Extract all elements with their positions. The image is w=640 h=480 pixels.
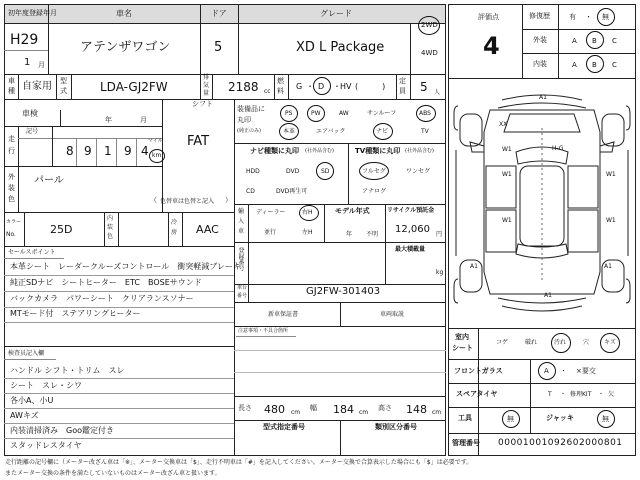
spare-sep-2: ・	[598, 391, 605, 398]
inspection-month: 月	[140, 116, 147, 124]
remarks-line: AWキズ	[10, 411, 39, 420]
size-width-label: 幅	[310, 404, 317, 412]
caution-title: 注意事項・不具合箇所	[238, 328, 289, 334]
spare-missing: 欠	[608, 391, 615, 398]
fuel-sep-2: ・	[333, 82, 341, 91]
label-exterior-2: 装	[8, 184, 15, 192]
reg-month: 1	[24, 57, 31, 68]
label-car-type-2: 種	[8, 87, 15, 95]
navi-sd: SD	[321, 168, 330, 175]
import-left: 左H	[302, 229, 313, 236]
remarks-line: シート スレ・シワ	[10, 381, 82, 390]
label-interior-1: 内	[107, 215, 114, 222]
sales-line: 純正SDナビ シートヒーター ETC BOSEサウンド	[10, 278, 202, 287]
aircon-value: AAC	[196, 223, 219, 236]
diagram-mark: A1	[539, 94, 547, 101]
equip-airbag: エアバック	[316, 128, 346, 135]
mileage-kigou: 記号	[26, 128, 39, 135]
import-right: 右H	[302, 209, 313, 216]
interior-grade-label: 内装	[533, 60, 547, 68]
car-name: アテンザワゴン	[80, 40, 171, 55]
exterior-note: 色替車は色替と記入	[160, 198, 215, 205]
equip-label-3: (純正のみ)	[237, 128, 261, 134]
tools-label: 工具	[458, 414, 472, 422]
label-car-type-1: 車	[8, 77, 15, 85]
label-model-1: 型	[60, 77, 67, 85]
navi-dvd-play: DVD再生可	[276, 188, 308, 195]
header-door: ドア	[211, 9, 227, 18]
exterior-grade-label: 外装	[533, 36, 547, 44]
tv-analog: アナログ	[362, 188, 387, 195]
diagram-mark: H-G	[552, 145, 564, 152]
int-grade-a: A	[572, 61, 577, 69]
capacity-unit: 人	[434, 89, 441, 96]
control-number-label: 管理番号	[452, 439, 480, 447]
reg-era: H29	[10, 32, 39, 48]
equip-sunroof: サンルーフ	[367, 110, 397, 117]
history-warranty: 新車保証書	[268, 311, 299, 318]
exterior-paren-end: ）	[225, 196, 232, 204]
loadcap-unit: kg	[436, 269, 444, 276]
size-height-label: 高さ	[378, 404, 392, 412]
footer-note-1: 走行距離の記号欄に（メーター改ざん車は「※」、メーター交換車は「$」、走行不明車は「#」を記入してください。メーター交換で合算表示した場合にも「$」は必要です。	[5, 459, 473, 466]
loadcap-title: 最大積載量	[395, 246, 426, 253]
front-glass-a: A	[544, 367, 549, 375]
label-exterior-1: 外	[8, 173, 15, 181]
score-title: 評価点	[478, 13, 499, 21]
tv-oneseg: ワンセグ	[406, 168, 431, 175]
label-interior-2: 装	[107, 224, 114, 231]
diagram-mark: A1	[544, 292, 552, 299]
fuel-d: D	[318, 82, 325, 91]
label-model-2: 式	[60, 87, 67, 95]
sales-line: バックカメラ パワーシート クリアランスソナー	[10, 294, 194, 303]
diagram-mark: W1	[502, 146, 512, 153]
size-length: 480	[264, 403, 285, 416]
spare-t: T	[548, 391, 552, 398]
mileage-km: km	[152, 152, 162, 159]
import-label-2: 入	[238, 218, 245, 225]
ext-grade-c: C	[612, 37, 617, 45]
size-length-label: 長さ	[238, 404, 252, 412]
remarks-line: スタッドレスタイヤ	[10, 441, 82, 450]
diagram-mark: W1	[606, 217, 616, 224]
label-fuel-2: 料	[277, 87, 284, 95]
repair-sep: ・	[585, 13, 592, 21]
header-car-name: 車名	[116, 9, 132, 18]
size-height: 148	[406, 403, 427, 416]
label-disp-1: 排	[203, 74, 210, 81]
equip-ps: PS	[285, 110, 293, 117]
seat-tear: 破れ	[525, 339, 538, 346]
seat-burn: コゲ	[496, 339, 509, 346]
recycle-title: リサイクル預託金	[387, 207, 435, 214]
use-type: 自家用	[22, 81, 52, 92]
label-exterior-3: 色	[8, 195, 15, 203]
label-fuel-1: 燃	[277, 77, 284, 85]
sales-line: 本革シート レーダークルーズコントロール 衝突軽減ブレーキ	[10, 262, 241, 271]
diagram-mark: A1	[604, 263, 612, 270]
label-cap-1: 定	[399, 77, 406, 85]
jack-none: 無	[602, 415, 609, 423]
tv-fullseg: フルセグ	[362, 168, 386, 175]
fuel-hv: HV	[340, 82, 352, 91]
diagram-mark: W1	[502, 217, 512, 224]
navi-title: ナビ種類に丸印	[250, 147, 299, 155]
diagram-mark: XX	[499, 121, 508, 128]
label-disp-2: 気	[203, 82, 210, 89]
fuel-sep-1: ・	[306, 82, 314, 91]
drive-4wd: 4WD	[421, 49, 438, 57]
sales-line: MTモード付 ステアリングヒーター	[10, 309, 141, 318]
frame-number: GJ2FW-301403	[306, 286, 381, 297]
disp-unit: cc	[264, 88, 271, 95]
ext-grade-a: A	[572, 37, 577, 45]
size-width-unit: cm	[359, 409, 369, 416]
import-label-3: 車	[238, 228, 245, 235]
regno-label: 登録番号	[237, 247, 244, 271]
remarks-line: 内装清掃済み Goo鑑定付き	[10, 426, 114, 435]
repair-yes: 有	[569, 13, 576, 21]
size-length-unit: cm	[291, 409, 301, 416]
navi-sub: (社外品含む)	[305, 148, 334, 154]
spare-sep-1: ・	[560, 391, 567, 398]
class-no-label: 類別区分番号	[375, 423, 417, 431]
exterior-paren: （	[150, 196, 157, 204]
import-label-1: 輸	[238, 208, 245, 215]
label-mileage-2: 行	[8, 147, 15, 155]
model-year-unknown: 不明	[366, 231, 379, 238]
footer-note-2: またメーター交換の条件を満たしていないものはメーター改ざん車と扱います。	[5, 470, 221, 477]
int-grade-c: C	[612, 61, 617, 69]
mileage-digit: 9	[84, 144, 92, 158]
equip-navi: ナビ	[376, 128, 389, 135]
import-dealer: ディーラー	[256, 209, 286, 216]
header-grade: グレード	[320, 9, 352, 18]
equip-leather: 本革	[283, 128, 296, 135]
shift-value: FAT	[187, 134, 210, 149]
overall-score: 4	[483, 32, 500, 60]
equip-aw: AW	[339, 110, 349, 117]
equip-label-2: 丸印	[237, 116, 251, 124]
label-mileage-1: 走	[8, 135, 15, 143]
model-code: LDA-GJ2FW	[100, 80, 168, 94]
mileage-mile: マイル	[148, 138, 163, 144]
label-disp-3: 量	[203, 90, 210, 97]
history-manual: 車両取説	[380, 311, 405, 318]
navi-cd: CD	[246, 188, 255, 195]
repair-no: 無	[602, 13, 609, 21]
remarks-line: ハンドル シフト・トリム スレ	[10, 366, 125, 375]
door-count: 5	[214, 40, 223, 55]
control-number: 00001001092602000801	[498, 438, 623, 448]
shift-label: シフト	[192, 100, 213, 108]
capacity: 5	[420, 80, 428, 94]
int-grade-b: B	[592, 61, 597, 69]
spare-kit: 修理KIT	[570, 391, 592, 398]
frame-label-1: 車台	[237, 285, 248, 291]
diagram-mark: W1	[502, 171, 512, 178]
label-aircon-1: 冷	[171, 219, 178, 226]
mileage-digit: 9	[124, 144, 132, 158]
seat-hole: 穴	[583, 339, 590, 346]
interior-seat-label-1: 室内	[455, 333, 469, 341]
recycle-unit: 円	[436, 231, 443, 238]
front-glass-label: フロントガラス	[454, 367, 503, 375]
type-no-label: 型式指定番号	[263, 423, 305, 431]
mileage-digit: 1	[104, 144, 112, 158]
inspection-label: 車検	[22, 109, 38, 118]
equip-pw: PW	[311, 110, 321, 117]
sales-title: セールスポイント	[8, 249, 56, 256]
equip-abs: ABS	[419, 110, 431, 117]
spare-tire-label: スペアタイヤ	[456, 390, 498, 398]
reg-month-unit: 月	[38, 61, 45, 69]
mileage-digit: 4	[141, 144, 149, 158]
exterior-color: パール	[34, 175, 64, 186]
seat-stain: 汚れ	[554, 339, 567, 346]
front-glass-replace: ×要交	[576, 367, 596, 375]
diagram-mark: W1	[606, 171, 616, 178]
drive-2wd: 2WD	[421, 21, 438, 29]
tv-title: TV種類に丸印	[355, 147, 401, 155]
repair-history-label: 修復歴	[529, 12, 550, 20]
color-number: 25D	[50, 223, 73, 236]
remarks-line: 各小A、小U	[10, 396, 54, 405]
label-cap-2: 員	[399, 87, 406, 95]
tv-sub: (社外品含む)	[405, 148, 434, 154]
remarks-title: 検査员記入欄	[8, 350, 45, 357]
fuel-paren: ( )	[355, 82, 386, 91]
fuel-g: G	[296, 82, 303, 91]
model-year-title: モデル年式	[335, 207, 370, 215]
label-interior-3: 色	[107, 233, 114, 240]
diagram-mark: A1	[470, 263, 478, 270]
ext-grade-b: B	[592, 37, 597, 45]
displacement: 2188	[228, 80, 259, 94]
interior-seat-label-2: シート	[452, 344, 473, 352]
header-reg-date: 初年度登録年月	[8, 9, 57, 17]
seat-scratch: キズ	[604, 339, 616, 346]
equip-label-1: 装備品に	[237, 105, 265, 113]
navi-hdd: HDD	[246, 168, 260, 175]
label-aircon-2: 房	[171, 229, 178, 236]
tools-none: 無	[507, 415, 514, 423]
model-year-year: 年	[346, 231, 353, 238]
label-color-no-2: No.	[6, 231, 16, 238]
size-width: 184	[333, 403, 354, 416]
size-height-unit: cm	[432, 409, 442, 416]
label-color-no-1: カラー	[6, 219, 22, 225]
front-glass-sep: ・	[560, 367, 567, 375]
jack-label: ジャッキ	[546, 414, 574, 422]
import-parallel: 並行	[264, 229, 277, 236]
equip-tv: TV	[421, 128, 429, 135]
car-damage-diagram	[450, 84, 634, 324]
inspection-year: 年	[105, 116, 112, 124]
grade-value: XD L Package	[296, 40, 385, 55]
recycle-value: 12,060	[395, 224, 430, 235]
mileage-digit: 8	[66, 144, 74, 158]
navi-dvd: DVD	[286, 168, 300, 175]
frame-label-2: 番号	[237, 293, 248, 299]
